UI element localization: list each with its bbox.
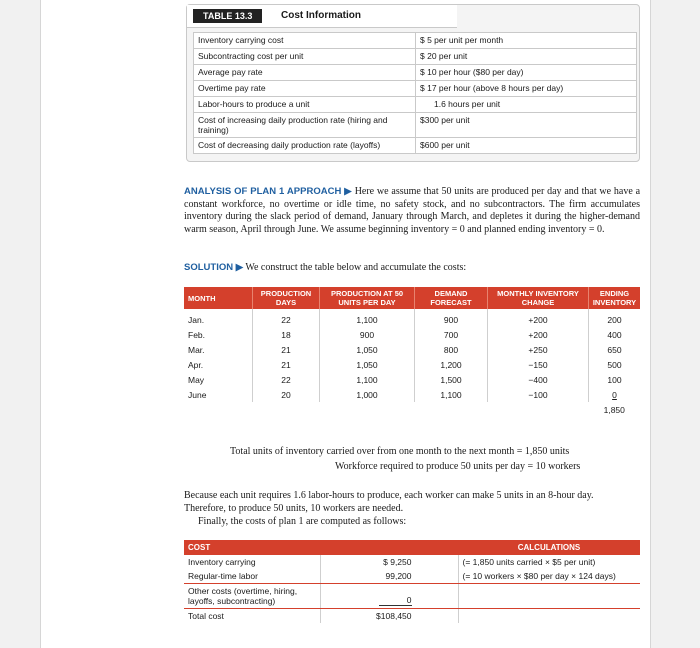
explanation-line-2: Therefore, to produce 50 units, 10 workers are needed.	[184, 503, 404, 514]
header-production-days: PRODUCTION DAYS	[253, 287, 320, 309]
cost-amount	[320, 584, 458, 609]
table-row	[184, 569, 640, 584]
cell: −150	[488, 357, 589, 372]
cell: 1,050	[320, 357, 415, 372]
table-row	[194, 81, 637, 97]
table-row	[194, 138, 637, 154]
cost-value: $ 10 per hour ($80 per day)	[416, 65, 637, 81]
table-row	[184, 342, 640, 357]
header-calculations: CALCULATIONS	[458, 540, 640, 555]
cost-label: Average pay rate	[194, 65, 416, 81]
cost-label: Subcontracting cost per unit	[194, 49, 416, 65]
table-header-row	[184, 287, 640, 309]
cell: 22	[253, 372, 320, 387]
cost-value: $ 17 per hour (above 8 hours per day)	[416, 81, 637, 97]
plan-1-costs-table	[184, 540, 640, 623]
header-ending-inventory: ENDING INVENTORY	[589, 287, 641, 309]
table-row	[194, 113, 637, 138]
table-row	[184, 387, 640, 402]
cost-label: Inventory carrying cost	[194, 33, 416, 49]
total-row	[184, 402, 640, 417]
cell: 1,100	[320, 309, 415, 327]
cell: Mar.	[184, 342, 253, 357]
cost-calculation: (= 10 workers × $80 per day × 124 days)	[458, 569, 640, 584]
cost-amount: 99,200	[320, 569, 458, 584]
cell: 1,050	[320, 342, 415, 357]
cell: 21	[253, 342, 320, 357]
cell: 400	[607, 329, 622, 340]
table-row	[194, 33, 637, 49]
cell: 500	[607, 359, 622, 370]
cell: 800	[415, 342, 488, 357]
table-row	[184, 357, 640, 372]
header-inventory-change: MONTHLY INVENTORY CHANGE	[488, 287, 589, 309]
cell: Jan.	[184, 309, 253, 327]
cell: 22	[253, 309, 320, 327]
table-title: Cost Information	[281, 10, 361, 21]
cell: May	[184, 372, 253, 387]
table-row	[184, 555, 640, 569]
cost-calculation	[458, 609, 640, 624]
summary-line-1: Total units of inventory carried over from one month to the next month = 1,850 units	[230, 446, 570, 457]
analysis-label: ANALYSIS OF PLAN 1 APPROACH ▶	[184, 186, 352, 197]
solution-label: SOLUTION ▶	[184, 262, 244, 273]
header-demand: DEMAND FORECAST	[415, 287, 488, 309]
cell: 900	[320, 327, 415, 342]
cost-item: Regular-time labor	[184, 569, 320, 584]
cell: Feb.	[184, 327, 253, 342]
cell: 100	[607, 374, 622, 385]
cost-calculation: (= 1,850 units carried × $5 per unit)	[462, 557, 596, 567]
cell: 1,100	[415, 387, 488, 402]
table-row	[194, 97, 637, 113]
cost-amount: $ 9,250	[320, 555, 458, 569]
cost-item: Total cost	[184, 609, 320, 624]
table-row	[184, 327, 640, 342]
cell: June	[184, 387, 253, 402]
cell: Apr.	[184, 357, 253, 372]
analysis-text: Here we assume that 50 units are produced per day and that we have a constant workforce, no overtime or idle time, no safety stock, and no subcontractors. The firm accumulates inventory during the slack period of demand, January through March, and depletes it during the higher-demand warm season, April through June. We assume beginning inventory = 0 and planned ending inventory = 0.	[184, 186, 641, 235]
cost-label: Labor-hours to produce a unit	[194, 97, 416, 113]
cost-amount-value: 0	[379, 595, 412, 606]
cost-item: Other costs (overtime, hiring, layoffs, subcontracting)	[184, 584, 320, 609]
cell: +250	[488, 342, 589, 357]
cost-calculation	[458, 584, 640, 609]
cost-label: Cost of decreasing daily production rate (layoffs)	[194, 138, 416, 154]
cell: −400	[488, 372, 589, 387]
cell: 18	[253, 327, 320, 342]
cell: 1,500	[415, 372, 488, 387]
cell: 900	[415, 309, 488, 327]
solution-line	[184, 262, 640, 275]
explanation-line-3: Finally, the costs of plan 1 are computed as follows:	[198, 516, 407, 527]
cell: +200	[488, 309, 589, 327]
cell: 1,000	[320, 387, 415, 402]
cost-value: $300 per unit	[416, 113, 637, 138]
header-month: MONTH	[184, 287, 253, 309]
header-amount	[320, 540, 458, 555]
table-row	[184, 372, 640, 387]
header-cost: COST	[184, 540, 320, 555]
cost-information-table	[186, 4, 640, 162]
right-margin	[650, 0, 700, 648]
table-header-row	[184, 540, 640, 555]
cell: 1,200	[415, 357, 488, 372]
cost-label: Cost of increasing daily production rate (hiring and training)	[194, 113, 416, 138]
cell: 20	[253, 387, 320, 402]
total-cost-amount: $108,450	[320, 609, 458, 624]
header-production: PRODUCTION AT 50 UNITS PER DAY	[320, 287, 415, 309]
table-number-tag: TABLE 13.3	[193, 9, 262, 23]
cell: 650	[607, 344, 622, 355]
table-row	[184, 309, 640, 327]
table-row	[194, 65, 637, 81]
solution-text: We construct the table below and accumulate the costs:	[245, 262, 467, 273]
cost-label: Overtime pay rate	[194, 81, 416, 97]
table-header	[187, 5, 457, 28]
cell: 21	[253, 357, 320, 372]
cost-info-grid	[193, 32, 637, 154]
cell: −100	[488, 387, 589, 402]
left-margin	[0, 0, 41, 648]
cell: 700	[415, 327, 488, 342]
inventory-total: 1,850	[603, 404, 625, 415]
cell: 200	[607, 314, 622, 325]
cost-value: $600 per unit	[416, 138, 637, 154]
cost-value: $ 20 per unit	[416, 49, 637, 65]
cost-value: 1.6 hours per unit	[416, 97, 637, 113]
cost-value: $ 5 per unit per month	[416, 33, 637, 49]
table-row	[184, 584, 640, 609]
cell: 1,100	[320, 372, 415, 387]
cost-item: Inventory carrying	[184, 555, 320, 569]
cell: +200	[488, 327, 589, 342]
analysis-paragraph	[184, 186, 640, 236]
summary-line-2: Workforce required to produce 50 units per day = 10 workers	[335, 461, 581, 472]
cell: 0	[612, 389, 617, 400]
table-row	[184, 609, 640, 624]
explanation-line-1: Because each unit requires 1.6 labor-hours to produce, each worker can make 5 units in an 8-hour day.	[184, 490, 594, 501]
table-row	[194, 49, 637, 65]
plan-1-table	[184, 287, 640, 417]
